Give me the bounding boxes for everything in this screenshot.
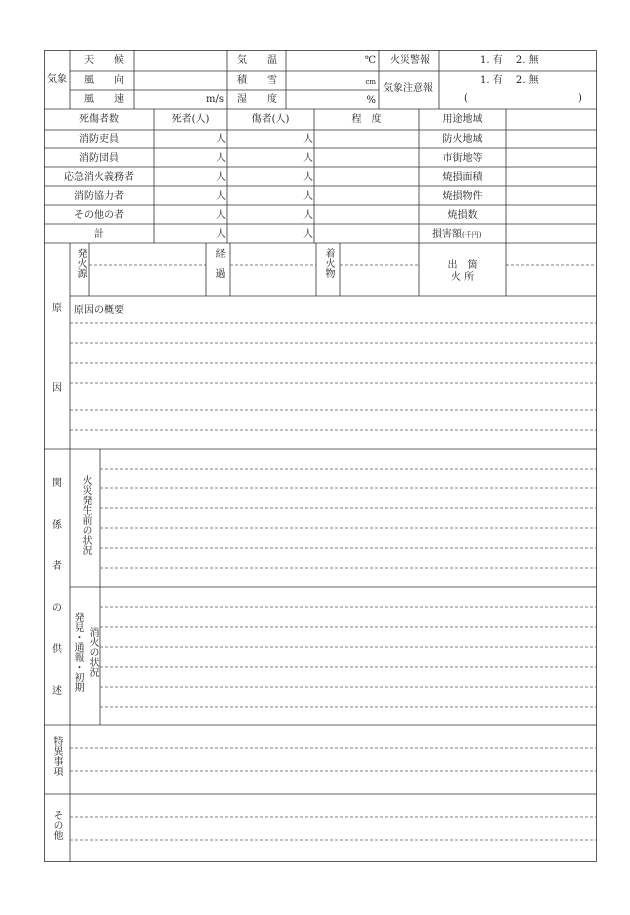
dead-unit: 人 — [216, 153, 226, 164]
dead-unit: 人 — [216, 229, 226, 240]
row-label-fire-corps: 消防団員 — [79, 153, 119, 164]
origin-label-2: 火 所 — [450, 272, 475, 283]
burned-count-label: 焼損数 — [447, 210, 478, 221]
discovery-label: 発見・通報・初期 — [72, 612, 83, 692]
snow-label: 積 雪 — [237, 75, 277, 86]
dead-unit: 人 — [216, 210, 226, 221]
process-label: 経過 — [213, 248, 224, 288]
burned-property-label: 焼損物件 — [442, 191, 483, 202]
cause-label-bottom: 因 — [52, 383, 62, 394]
wind-speed-unit: m/s — [206, 94, 224, 105]
discovery-label-2: 消火の状況 — [87, 627, 98, 677]
injured-unit: 人 — [303, 134, 313, 145]
urban-area-label: 市街地等 — [442, 153, 483, 164]
wind-direction-label: 風 向 — [84, 75, 124, 86]
statement-char-3: 者 — [52, 561, 62, 572]
statement-char-4: の — [52, 603, 62, 614]
burned-area-label: 焼損面積 — [442, 172, 483, 183]
origin-label: 出 箇 — [447, 260, 478, 271]
row-label-fire-staff: 消防吏員 — [79, 134, 119, 145]
row-label-others: その他の者 — [74, 210, 124, 221]
injured-unit: 人 — [303, 172, 313, 183]
damage-amount-label: 損害額(千円) — [432, 229, 482, 240]
fire-warning-options: 1. 有 2. 無 — [480, 55, 539, 66]
injured-unit: 人 — [303, 210, 313, 221]
row-label-emergency-obligor: 応急消火義務者 — [64, 172, 134, 183]
fire-zone-label: 防火地域 — [442, 134, 483, 145]
ignition-source-label: 発火源 — [75, 248, 86, 278]
first-ignited-label: 着火物 — [323, 248, 334, 278]
weather-section-label: 気象 — [47, 74, 67, 85]
weather-advisory-options: 1. 有 2. 無 — [480, 75, 539, 86]
dead-header: 死者(人) — [171, 114, 210, 125]
weather-label: 天 候 — [84, 55, 124, 66]
row-label-total: 計 — [94, 229, 104, 240]
statement-char-2: 係 — [52, 520, 62, 531]
injured-unit: 人 — [303, 153, 313, 164]
other-label: その他 — [51, 810, 62, 840]
wind-speed-label: 風 速 — [84, 94, 124, 105]
dead-unit: 人 — [216, 191, 226, 202]
fire-report-form — [44, 50, 597, 862]
dead-unit: 人 — [216, 134, 226, 145]
statement-char-1: 関 — [52, 478, 62, 489]
cause-label-top: 原 — [52, 303, 62, 314]
temperature-label: 気 温 — [237, 55, 277, 66]
before-fire-label: 火災発生前の状況 — [80, 475, 91, 555]
humidity-unit: % — [366, 95, 376, 106]
special-matters-label: 特異事項 — [51, 736, 62, 776]
casualty-count-header: 死傷者数 — [79, 114, 119, 125]
row-label-cooperator: 消防協力者 — [74, 191, 124, 202]
injured-header: 傷者(人) — [251, 114, 290, 125]
advisory-paren-close: ) — [578, 93, 582, 104]
fire-warning-label: 火災警報 — [390, 55, 430, 66]
snow-unit: cm — [365, 78, 376, 86]
injured-unit: 人 — [303, 229, 313, 240]
statement-char-5: 供 — [52, 644, 62, 655]
injured-unit: 人 — [303, 191, 313, 202]
weather-advisory-label: 気象注意報 — [383, 83, 433, 94]
humidity-label: 湿 度 — [237, 94, 277, 105]
degree-header: 程 度 — [351, 114, 382, 125]
zoning-label: 用途地域 — [442, 114, 483, 125]
statement-char-6: 述 — [52, 686, 62, 697]
cause-overview-label: 原因の概要 — [74, 305, 124, 316]
advisory-paren-open: ( — [464, 93, 468, 104]
temperature-unit: ℃ — [364, 55, 376, 66]
dead-unit: 人 — [216, 172, 226, 183]
